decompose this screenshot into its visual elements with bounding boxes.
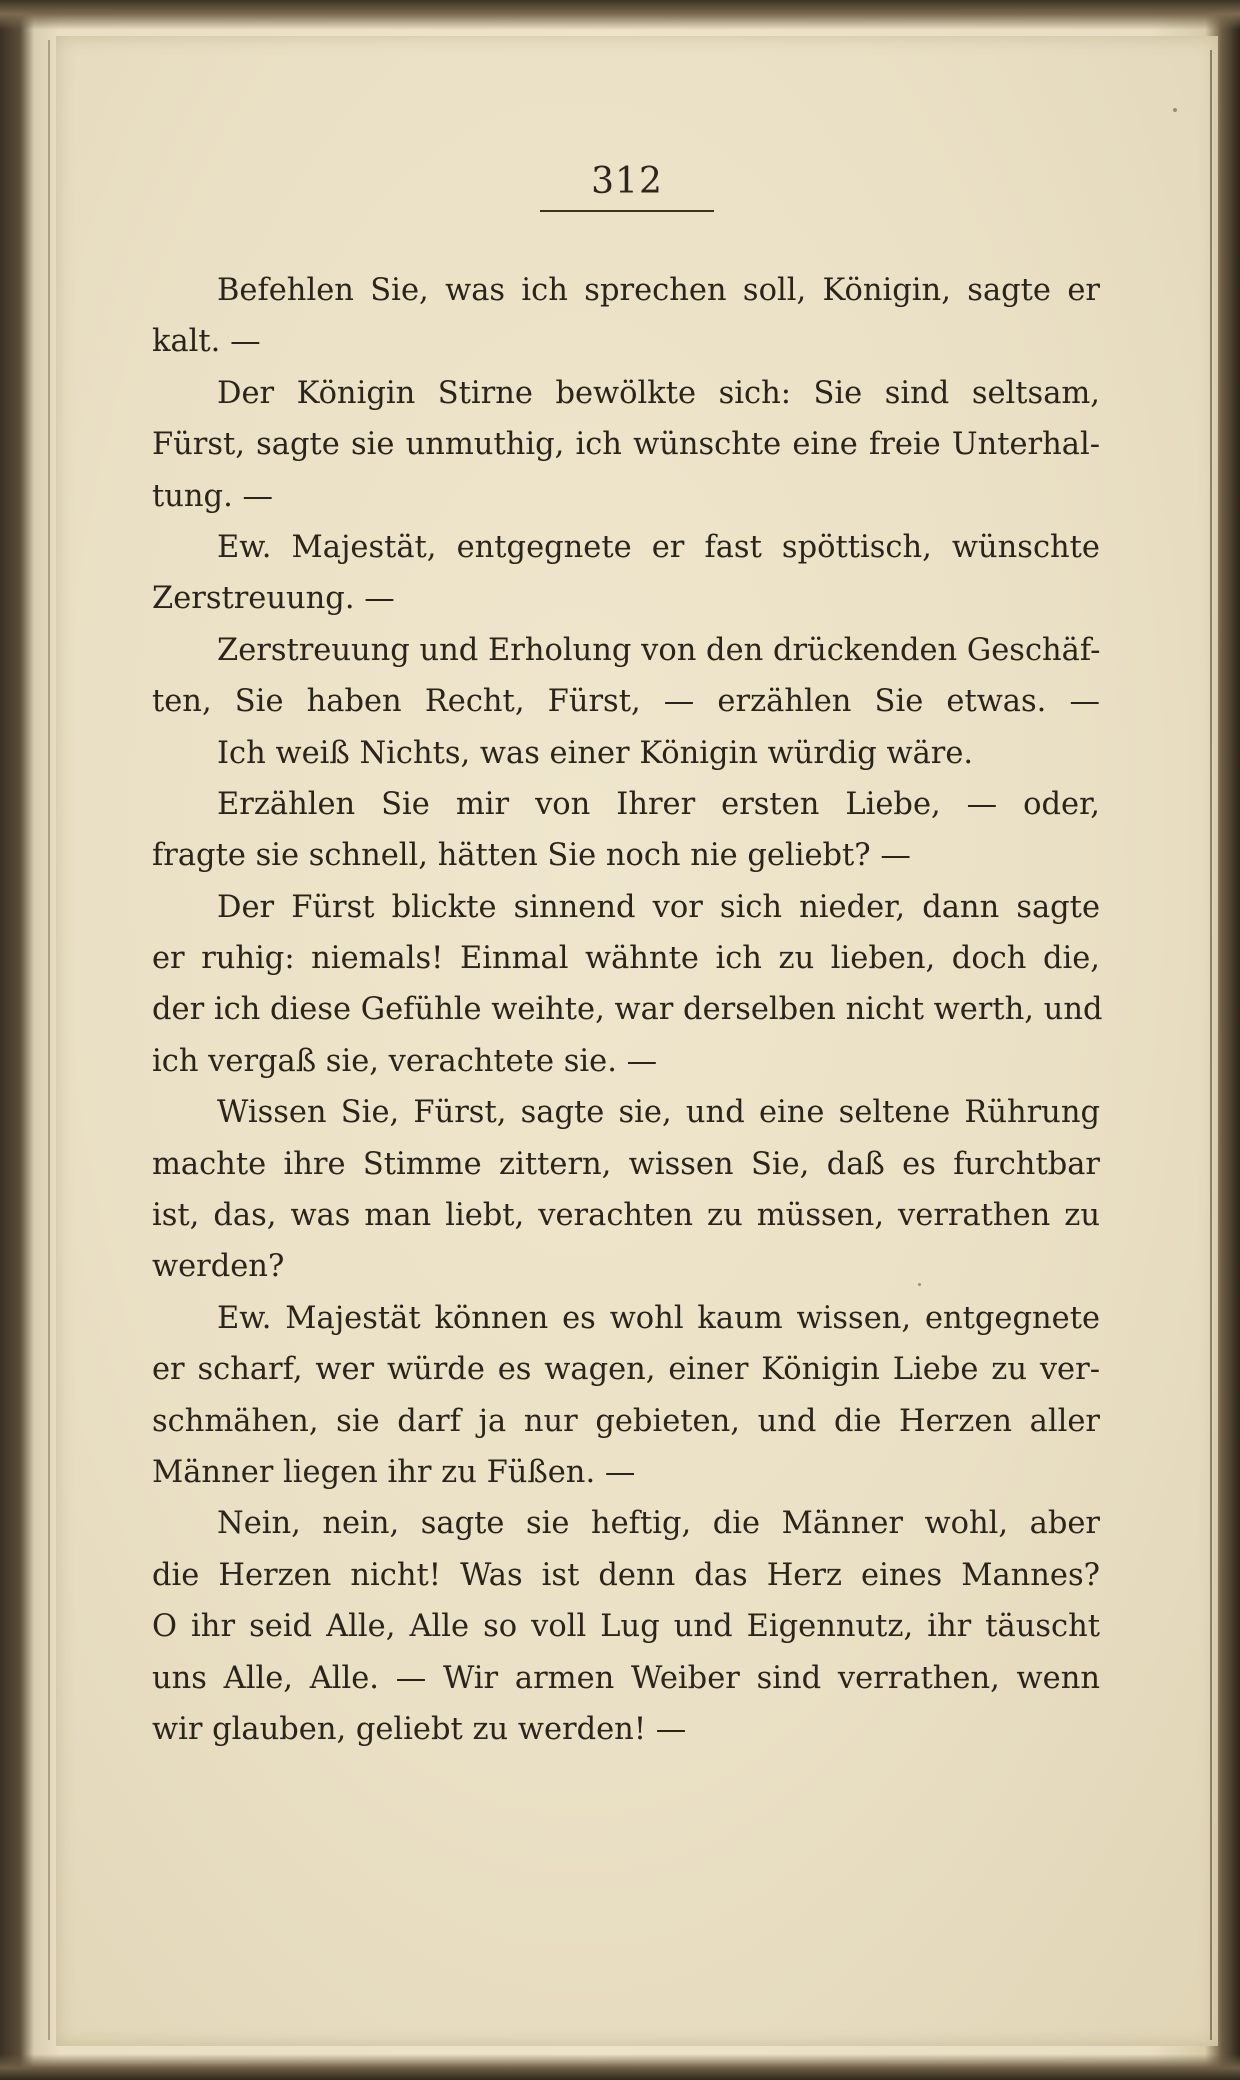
text-line: Ew. Majestät, entgegnete er fast spöttisch, wünschte	[217, 529, 1100, 565]
text-line: uns Alle, Alle. — Wir armen Weiber sind verrathen, wenn	[152, 1660, 1100, 1696]
text-line: ist, das, was man liebt, verachten zu müssen, verrathen zu	[152, 1198, 1100, 1234]
text-line: Zerstreuung. —	[152, 581, 395, 617]
text-line: tung. —	[152, 478, 273, 514]
page-number: 312	[591, 161, 663, 202]
header-rule	[540, 210, 714, 212]
text-line: Befehlen Sie, was ich sprechen soll, Königin, sagte er	[217, 273, 1100, 308]
text-line: werden?	[152, 1249, 285, 1285]
text-line: Erzählen Sie mir von Ihrer ersten Liebe, — oder,	[217, 786, 1100, 822]
scan-top-edge	[0, 0, 1240, 30]
text-line: Ew. Majestät können es wohl kaum wissen, entgegnete	[217, 1300, 1100, 1336]
text-line: Der Fürst blickte sinnend vor sich nieder, dann sagte	[217, 889, 1100, 925]
paper-speck	[1173, 108, 1177, 112]
text-line: Ich weiß Nichts, was einer Königin würdig wäre.	[217, 735, 974, 771]
text-line: O ihr seid Alle, Alle so voll Lug und Eigennutz, ihr täuscht	[152, 1609, 1100, 1645]
text-line: er scharf, wer würde es wagen, einer Königin Liebe zu ver-	[152, 1352, 1100, 1388]
book-spine	[1210, 50, 1212, 2040]
text-line: Männer liegen ihr zu Füßen. —	[152, 1454, 636, 1490]
text-line: Nein, nein, sagte sie heftig, die Männer wohl, aber	[217, 1506, 1100, 1542]
scan-bottom-edge	[0, 2054, 1240, 2080]
text-line: wir glauben, geliebt zu werden! —	[152, 1711, 687, 1747]
text-line: er ruhig: niemals! Einmal wähnte ich zu lieben, doch die,	[152, 941, 1100, 977]
page-header	[540, 160, 714, 212]
body-text	[152, 265, 1103, 1755]
text-line: Zerstreuung und Erholung von den drückenden Geschäf-	[217, 632, 1101, 668]
text-line: fragte sie schnell, hätten Sie noch nie geliebt? —	[152, 838, 911, 874]
text-line: die Herzen nicht! Was ist denn das Herz eines Mannes?	[152, 1557, 1100, 1593]
text-line: kalt. —	[152, 324, 261, 360]
page-left-edge	[48, 40, 50, 2040]
text-line: ten, Sie haben Recht, Fürst, — erzählen Sie etwas. —	[152, 684, 1100, 720]
text-line: ich vergaß sie, verachtete sie. —	[152, 1043, 658, 1079]
text-line: Wissen Sie, Fürst, sagte sie, und eine seltene Rührung	[217, 1095, 1100, 1131]
text-line: der ich diese Gefühle weihte, war derselben nicht werth, und	[152, 992, 1103, 1028]
text-line: Fürst, sagte sie unmuthig, ich wünschte eine freie Unterhal-	[152, 427, 1100, 463]
text-line: schmähen, sie darf ja nur gebieten, und die Herzen aller	[152, 1403, 1100, 1439]
text-line: machte ihre Stimme zittern, wissen Sie, daß es furchtbar	[152, 1146, 1100, 1182]
paper-speck	[918, 1283, 921, 1286]
text-line: Der Königin Stirne bewölkte sich: Sie sind seltsam,	[217, 375, 1100, 411]
